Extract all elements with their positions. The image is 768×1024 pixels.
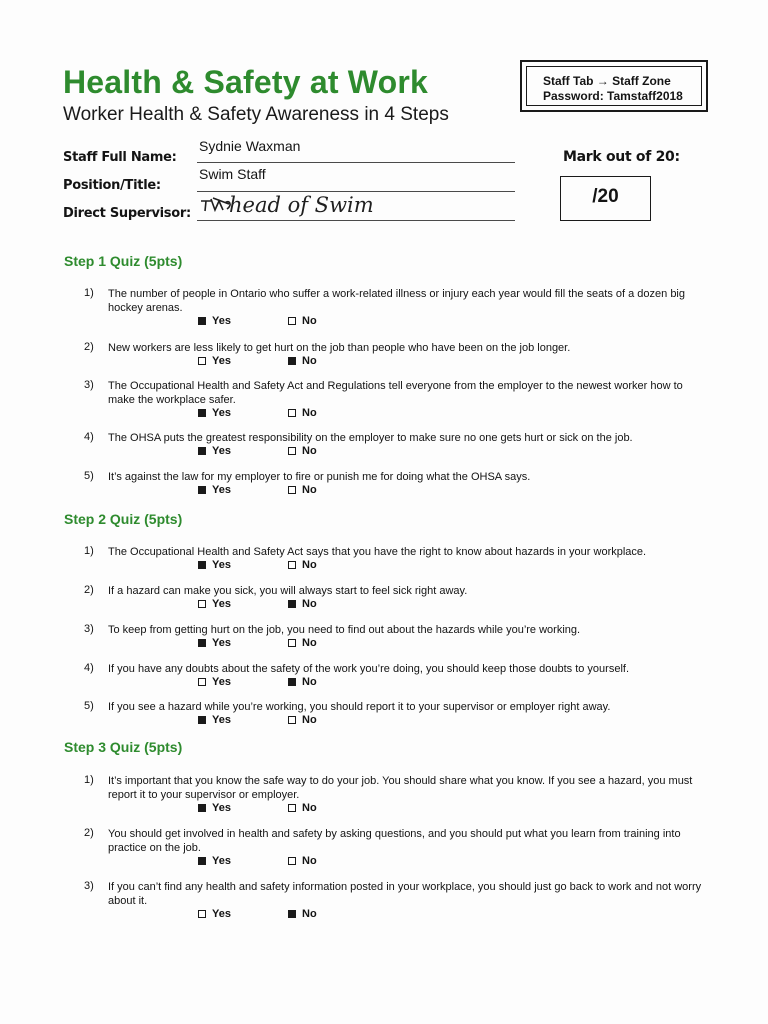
question-number: 4) <box>84 431 94 443</box>
step1-q2 <box>64 341 724 370</box>
answer-yes[interactable] <box>198 855 231 867</box>
question-number: 4) <box>84 662 94 674</box>
staff-name-line <box>197 162 515 163</box>
checkbox-empty-icon[interactable] <box>288 804 296 812</box>
checkbox-checked-icon[interactable] <box>198 857 206 865</box>
answer-no[interactable] <box>288 676 317 688</box>
step2-q2 <box>64 584 724 613</box>
checkbox-checked-icon[interactable] <box>288 678 296 686</box>
checkbox-checked-icon[interactable] <box>198 486 206 494</box>
question-number: 3) <box>84 379 94 391</box>
page-subtitle: Worker Health & Safety Awareness in 4 Steps <box>63 104 449 125</box>
yes-label: Yes <box>212 315 231 327</box>
question-text: If you see a hazard while you’re working, you should report it to your supervisor or employer right away. <box>108 701 611 713</box>
answer-no[interactable] <box>288 484 317 496</box>
yes-label: Yes <box>212 676 231 688</box>
supervisor-label: Direct Supervisor: <box>63 206 191 221</box>
question-number: 2) <box>84 827 94 839</box>
question-text: If you have any doubts about the safety of the work you’re doing, you should keep those doubts to yourself. <box>108 663 630 675</box>
staff-name-label: Staff Full Name: <box>63 150 177 165</box>
question-text: New workers are less likely to get hurt on the job than people who have been on the job longer. <box>108 342 571 354</box>
checkbox-checked-icon[interactable] <box>198 447 206 455</box>
yes-label: Yes <box>212 637 231 649</box>
answer-yes[interactable] <box>198 484 231 496</box>
no-label: No <box>302 908 317 920</box>
question-text: It’s important that you know the safe way to do your job. You should share what you know. If you see a hazard, you must report it to your supervisor or employer. <box>108 775 693 801</box>
yes-label: Yes <box>212 802 231 814</box>
yes-label: Yes <box>212 559 231 571</box>
supervisor-value: head of Swim <box>229 193 374 217</box>
step2-title: Step 2 Quiz (5pts) <box>64 511 183 527</box>
checkbox-empty-icon[interactable] <box>288 561 296 569</box>
mark-label: Mark out of 20: <box>563 149 680 165</box>
question-text: The OHSA puts the greatest responsibility on the employer to make sure no one gets hurt or sick on the job. <box>108 432 633 444</box>
password-box-line1: Staff Tab → Staff Zone <box>543 74 671 88</box>
step1-q4 <box>64 431 724 460</box>
answer-yes[interactable] <box>198 407 231 419</box>
answer-no[interactable] <box>288 908 317 920</box>
answer-no[interactable] <box>288 355 317 367</box>
checkbox-empty-icon[interactable] <box>198 357 206 365</box>
checkbox-empty-icon[interactable] <box>198 910 206 918</box>
question-number: 5) <box>84 700 94 712</box>
answer-yes[interactable] <box>198 637 231 649</box>
question-text: The Occupational Health and Safety Act says that you have the right to know about hazards in your workplace. <box>108 546 647 558</box>
question-text: The Occupational Health and Safety Act and Regulations tell everyone from the employer to the newest worker how to make the workplace safer. <box>108 380 683 406</box>
password-box-line2: Password: Tamstaff2018 <box>543 89 683 103</box>
question-number: 1) <box>84 774 94 786</box>
position-line <box>197 191 515 192</box>
yes-label: Yes <box>212 445 231 457</box>
answer-yes[interactable] <box>198 908 231 920</box>
no-label: No <box>302 637 317 649</box>
checkbox-empty-icon[interactable] <box>288 317 296 325</box>
answer-no[interactable] <box>288 445 317 457</box>
no-label: No <box>302 559 317 571</box>
step2-q3 <box>64 623 724 652</box>
step1-section <box>64 253 724 275</box>
answer-yes[interactable] <box>198 676 231 688</box>
step1-q5 <box>64 470 724 499</box>
answer-no[interactable] <box>288 598 317 610</box>
question-number: 2) <box>84 341 94 353</box>
no-label: No <box>302 484 317 496</box>
staff-name-value: Sydnie Waxman <box>199 138 301 154</box>
checkbox-checked-icon[interactable] <box>288 910 296 918</box>
checkbox-checked-icon[interactable] <box>288 600 296 608</box>
no-label: No <box>302 598 317 610</box>
checkbox-empty-icon[interactable] <box>288 639 296 647</box>
question-number: 3) <box>84 623 94 635</box>
answer-no[interactable] <box>288 802 317 814</box>
step2-q1 <box>64 545 724 574</box>
step3-title: Step 3 Quiz (5pts) <box>64 739 183 755</box>
password-box <box>520 60 708 112</box>
checkbox-empty-icon[interactable] <box>288 486 296 494</box>
checkbox-checked-icon[interactable] <box>198 716 206 724</box>
checkbox-empty-icon[interactable] <box>288 447 296 455</box>
checkbox-empty-icon[interactable] <box>288 409 296 417</box>
no-label: No <box>302 445 317 457</box>
question-text: The number of people in Ontario who suffer a work-related illness or injury each year would fill the seats of a dozen big hockey arenas. <box>108 288 685 314</box>
checkbox-empty-icon[interactable] <box>288 857 296 865</box>
yes-label: Yes <box>212 598 231 610</box>
yes-label: Yes <box>212 484 231 496</box>
step3-q2 <box>64 827 724 870</box>
no-label: No <box>302 714 317 726</box>
checkbox-empty-icon[interactable] <box>288 716 296 724</box>
no-label: No <box>302 355 317 367</box>
mark-box: /20 <box>560 176 651 221</box>
position-label: Position/Title: <box>63 178 161 193</box>
question-text: If you can’t find any health and safety information posted in your workplace, you should just go back to work and not worry about it. <box>108 881 702 907</box>
no-label: No <box>302 802 317 814</box>
step3-section <box>64 739 724 761</box>
no-label: No <box>302 407 317 419</box>
step3-q1 <box>64 774 724 817</box>
question-text: You should get involved in health and safety by asking questions, and you should put what you learn from training into practice on the job. <box>108 828 681 854</box>
step3-q3 <box>64 880 724 923</box>
step1-q3 <box>64 379 724 422</box>
answer-yes[interactable] <box>198 355 231 367</box>
supervisor-line <box>197 220 515 221</box>
yes-label: Yes <box>212 908 231 920</box>
step1-q1 <box>64 287 724 330</box>
step2-q5 <box>64 700 724 729</box>
no-label: No <box>302 315 317 327</box>
answer-no[interactable] <box>288 559 317 571</box>
question-number: 3) <box>84 880 94 892</box>
checkbox-empty-icon[interactable] <box>198 600 206 608</box>
answer-no[interactable] <box>288 714 317 726</box>
question-text: It’s against the law for my employer to fire or punish me for doing what the OHSA says. <box>108 471 531 483</box>
answer-no[interactable] <box>288 637 317 649</box>
checkbox-checked-icon[interactable] <box>198 561 206 569</box>
answer-yes[interactable] <box>198 559 231 571</box>
question-number: 5) <box>84 470 94 482</box>
question-text: If a hazard can make you sick, you will always start to feel sick right away. <box>108 585 468 597</box>
answer-no[interactable] <box>288 407 317 419</box>
no-label: No <box>302 676 317 688</box>
checkbox-checked-icon[interactable] <box>198 804 206 812</box>
question-text: To keep from getting hurt on the job, you need to find out about the hazards while you’re working. <box>108 624 581 636</box>
question-number: 1) <box>84 545 94 557</box>
yes-label: Yes <box>212 355 231 367</box>
question-number: 1) <box>84 287 94 299</box>
answer-yes[interactable] <box>198 598 231 610</box>
password-box-inner <box>526 66 702 106</box>
scribble-mark <box>199 195 233 215</box>
answer-yes[interactable] <box>198 802 231 814</box>
answer-no[interactable] <box>288 855 317 867</box>
yes-label: Yes <box>212 407 231 419</box>
no-label: No <box>302 855 317 867</box>
yes-label: Yes <box>212 714 231 726</box>
question-number: 2) <box>84 584 94 596</box>
position-value: Swim Staff <box>199 166 266 182</box>
checkbox-checked-icon[interactable] <box>198 317 206 325</box>
checkbox-checked-icon[interactable] <box>288 357 296 365</box>
step2-section <box>64 511 724 533</box>
answer-yes[interactable] <box>198 315 231 327</box>
checkbox-checked-icon[interactable] <box>198 639 206 647</box>
answer-yes[interactable] <box>198 445 231 457</box>
answer-yes[interactable] <box>198 714 231 726</box>
page-title: Health & Safety at Work <box>63 64 428 100</box>
step1-title: Step 1 Quiz (5pts) <box>64 253 183 269</box>
checkbox-checked-icon[interactable] <box>198 409 206 417</box>
answer-no[interactable] <box>288 315 317 327</box>
checkbox-empty-icon[interactable] <box>198 678 206 686</box>
step2-q4 <box>64 662 724 691</box>
yes-label: Yes <box>212 855 231 867</box>
